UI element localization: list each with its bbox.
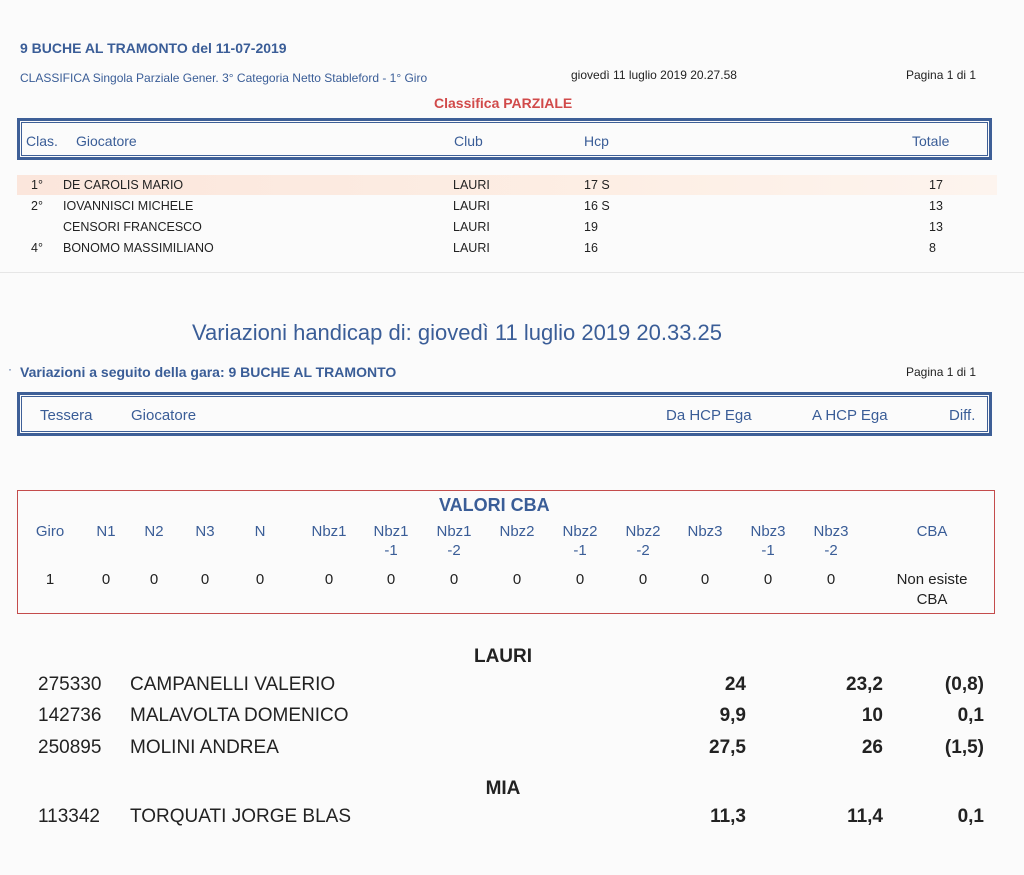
player-card: 275330 [38, 674, 102, 695]
ranking-row [17, 196, 997, 216]
cba-header-cell: Nbz1 -1 [373, 523, 409, 559]
row-name: CENSORI FRANCESCO [63, 220, 202, 234]
player-card: 113342 [38, 806, 100, 827]
player-from-hcp: 27,5 [709, 737, 746, 758]
row-total: 8 [929, 241, 936, 255]
partial-ranking-title: Classifica PARZIALE [434, 95, 573, 111]
cba-value-cell: 0 [149, 571, 159, 588]
ranking-row [17, 238, 997, 258]
player-to-hcp: 23,2 [846, 674, 883, 695]
row-hcp: 16 [584, 241, 598, 255]
ranking-row [17, 217, 997, 237]
player-card: 250895 [38, 737, 102, 758]
row-total: 13 [929, 199, 943, 213]
club-name: LAURI [473, 646, 533, 667]
row-club: LAURI [453, 241, 490, 255]
player-row [0, 705, 1024, 731]
row-club: LAURI [453, 220, 490, 234]
player-row [0, 806, 1024, 832]
player-to-hcp: 10 [861, 705, 883, 726]
cba-value-cell: 0 [449, 571, 459, 588]
variations-header-box [17, 392, 992, 436]
print-datetime: giovedì 11 luglio 2019 20.27.58 [571, 68, 737, 82]
col-to-hcp: A HCP Ega [812, 407, 888, 424]
cba-value-cell: 0 [324, 571, 334, 588]
row-total: 13 [929, 220, 943, 234]
cba-header-cell: N [254, 523, 266, 540]
player-name: CAMPANELLI VALERIO [130, 674, 336, 695]
col-total: Totale [912, 133, 950, 149]
row-club: LAURI [453, 199, 490, 213]
cba-value-cell: 1 [45, 571, 55, 588]
player-diff: 0,1 [957, 806, 984, 827]
player-name: MALAVOLTA DOMENICO [130, 705, 349, 726]
player-diff: 0,1 [957, 705, 984, 726]
page-number: Pagina 1 di 1 [906, 68, 977, 82]
cba-header-cell: Nbz2 [499, 523, 535, 540]
cba-header-cell: Nbz1 -2 [436, 523, 472, 559]
cba-title: VALORI CBA [439, 495, 550, 515]
cba-value-cell: 0 [763, 571, 773, 588]
ranking-row [17, 175, 997, 195]
cba-header-cell: N2 [144, 523, 164, 540]
cba-header-cell: Nbz3 -2 [813, 523, 849, 559]
club-name: MIA [485, 778, 521, 799]
cba-header-cell: N3 [195, 523, 215, 540]
row-name: IOVANNISCI MICHELE [63, 199, 194, 213]
page-number: Pagina 1 di 1 [906, 365, 977, 379]
player-diff: (1,5) [944, 737, 984, 758]
cba-header-cell: Nbz1 [311, 523, 347, 540]
cba-value-cell: 0 [512, 571, 522, 588]
competition-title: 9 BUCHE AL TRAMONTO del 11-07-2019 [20, 40, 287, 56]
cba-header-cell: Giro [35, 523, 65, 540]
col-diff: Diff. [949, 407, 976, 424]
row-name: BONOMO MASSIMILIANO [63, 241, 214, 255]
col-player: Giocatore [76, 133, 137, 149]
row-pos: 4° [31, 241, 43, 255]
cba-value-cell: 0 [826, 571, 836, 588]
cba-header-cell: N1 [96, 523, 116, 540]
cba-value-cell: 0 [638, 571, 648, 588]
cba-value-cell: 0 [101, 571, 111, 588]
bullet-mark: · [8, 362, 12, 376]
col-club: Club [454, 133, 483, 149]
cba-header-cell: Nbz3 [687, 523, 723, 540]
cba-value-cell: 0 [575, 571, 585, 588]
col-card: Tessera [40, 407, 93, 424]
cba-header-cell: Nbz2 -1 [562, 523, 598, 559]
row-hcp: 17 S [584, 178, 610, 192]
cba-value-cell: 0 [386, 571, 396, 588]
cba-value-cell: 0 [700, 571, 710, 588]
ranking-subtitle: CLASSIFICA Singola Parziale Gener. 3° Categoria Netto Stableford - 1° Giro [20, 71, 428, 85]
row-name: DE CAROLIS MARIO [63, 178, 184, 192]
player-to-hcp: 26 [861, 737, 883, 758]
player-from-hcp: 9,9 [719, 705, 746, 726]
variations-subtitle: Variazioni a seguito della gara: 9 BUCHE AL TRAMONTO [20, 364, 397, 380]
row-club: LAURI [453, 178, 490, 192]
row-pos: 1° [31, 178, 43, 192]
variations-title: Variazioni handicap di: giovedì 11 luglio 2019 20.33.25 [192, 320, 723, 345]
player-from-hcp: 11,3 [710, 806, 746, 827]
cba-header-cell: Nbz2 -2 [625, 523, 661, 559]
player-name: MOLINI ANDREA [130, 737, 279, 758]
row-hcp: 19 [584, 220, 598, 234]
ranking-header-box [17, 118, 992, 160]
player-to-hcp: 11,4 [847, 806, 883, 827]
cba-value-cell: Non esiste CBA [896, 571, 968, 608]
player-row [0, 737, 1024, 763]
col-hcp: Hcp [584, 133, 609, 149]
player-card: 142736 [38, 705, 102, 726]
section-divider [0, 272, 1024, 273]
row-pos: 2° [31, 199, 43, 213]
col-from-hcp: Da HCP Ega [666, 407, 752, 424]
col-pos: Clas. [26, 133, 58, 149]
col-player: Giocatore [131, 407, 197, 424]
player-row [0, 674, 1024, 700]
cba-value-cell: 0 [200, 571, 210, 588]
player-from-hcp: 24 [724, 674, 746, 695]
cba-value-cell: 0 [255, 571, 265, 588]
row-hcp: 16 S [584, 199, 610, 213]
cba-header-cell: Nbz3 -1 [750, 523, 786, 559]
player-diff: (0,8) [944, 674, 984, 695]
player-name: TORQUATI JORGE BLAS [130, 806, 352, 827]
row-total: 17 [929, 178, 943, 192]
cba-header-cell: CBA [916, 523, 948, 540]
